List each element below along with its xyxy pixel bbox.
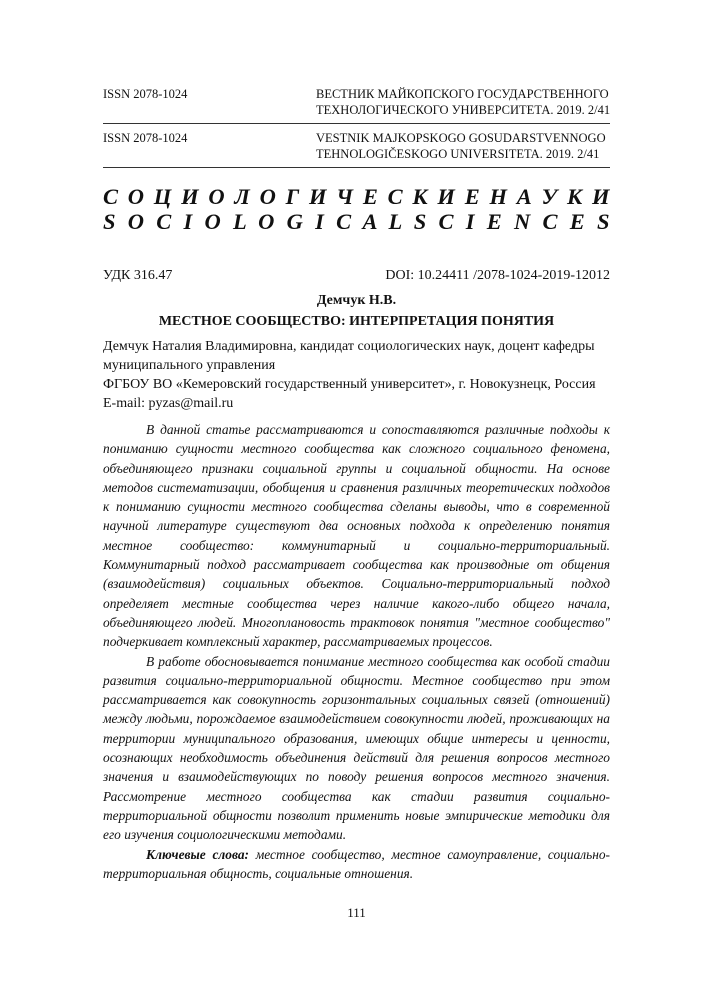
issn-ru: ISSN 2078-1024 (103, 87, 188, 101)
section-title-ru: С О Ц И О Л О Г И Ч Е С К И Е Н А У К И (103, 184, 610, 209)
journal-title-ru (316, 86, 616, 118)
author-info (103, 337, 610, 413)
email: E-mail: pyzas@mail.ru (103, 396, 234, 411)
udk-code: УДК 316.47 (103, 268, 173, 283)
section-title-en: S O C I O L O G I C A L S C I E N C E S (103, 209, 610, 234)
journal-title-en-line2: TEHNOLOGIČESKOGO UNIVERSITETA. 2019. 2/41 (316, 147, 600, 161)
journal-title-ru-line1: ВЕСТНИК МАЙКОПСКОГО ГОСУДАРСТВЕННОГО (316, 87, 609, 101)
journal-title-en (316, 130, 616, 162)
journal-title-ru-line2: ТЕХНОЛОГИЧЕСКОГО УНИВЕРСИТЕТА. 2019. 2/41 (316, 103, 611, 117)
keywords-list: местное сообщество, местное самоуправление, социально-территориальная общность, социальные отношения. (103, 846, 611, 881)
author-short: Демчук Н.В. (316, 293, 397, 308)
article-title: МЕСТНОЕ СООБЩЕСТВО: ИНТЕРПРЕТАЦИЯ ПОНЯТИЯ (158, 314, 555, 329)
page-number: 111 (347, 905, 366, 920)
journal-title-en-line1: VESTNIK MAJKOPSKOGO GOSUDARSTVENNOGO (316, 131, 606, 145)
doi: DOI: 10.24411 /2078-1024-2019-12012 (385, 268, 610, 283)
header-divider-1 (103, 123, 610, 124)
affiliation: ФГБОУ ВО «Кемеровский государственный университет», г. Новокузнецк, Россия (103, 377, 596, 392)
abstract-paragraph-1: В данной статье рассматриваются и сопоставляются различные подходы к пониманию сущности местного сообщества как сложного социального феномена, объединяющего признаки социальной группы и социальной общности. На основе методов систематизации, обобщения и сравнения различных теоретических подходов к пониманию сущности местного сообщества сделаны выводы, что в современной научной литературе существуют два основных подхода к определению понятия местное сообщество: коммунитарный и социально-территориальный. Коммунитарный подход рассматривает сообщества как производные от общения (взаимодействия) социальных объектов. Социально-территориальный подход определяет местные сообщества через наличие какого-либо общего начала, объединяющего людей. Многоплановость трактовок понятия "местное сообщество" подчеркивает комплексный характер, рассматриваемых процессов. (103, 422, 610, 650)
keywords (103, 845, 610, 884)
keywords-label: Ключевые слова: (146, 846, 250, 862)
abstract (103, 420, 610, 883)
issn-en: ISSN 2078-1024 (103, 131, 188, 145)
header-divider-2 (103, 167, 610, 168)
abstract-paragraph-2: В работе обосновывается понимание местного сообщества как особой стадии развития социально-территориальной общности. Местное сообщество при этом рассматривается как совокупность горизонтальных социальных связей (отношений) между людьми, порождаемое взаимодействием совокупности людей, проживающих на территории муниципального образования, имеющих общие интересы и ценности, осознающих необходимость объединения действий для решения вопросов местного значения и взаимодействующих по поводу решения вопросов местного значения. Рассмотрение местного сообщества как стадии развития социально-территориальной общности позволит применить новые эмпирические методики для его изучения социологическими методами. (103, 653, 610, 843)
author-full: Демчук Наталия Владимировна, кандидат социологических наук, доцент кафедры муниципального управления (103, 339, 595, 373)
